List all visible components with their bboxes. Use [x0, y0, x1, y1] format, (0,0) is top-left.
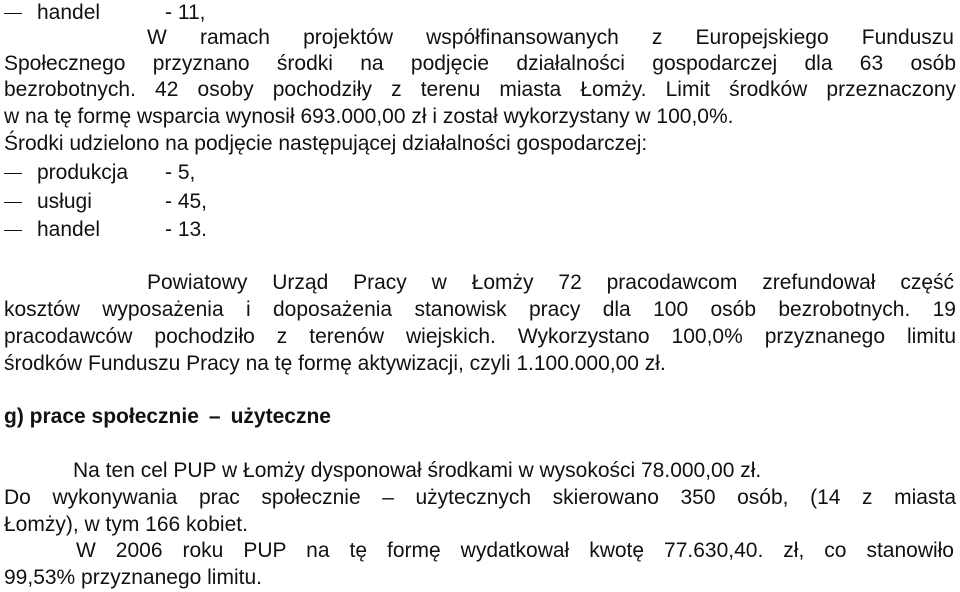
paragraph-line: pracodawców pochodziło z terenów wiejskich. Wykorzystano 100,0% przyznanego limitu	[4, 325, 956, 348]
dash-bullet	[4, 0, 22, 26]
list-item-handel-b	[4, 216, 956, 243]
paragraph-line: bezrobotnych. 42 osoby pochodziły z terenu miasta Łomży. Limit środków przeznaczony	[4, 78, 956, 101]
list-item-produkcja	[4, 159, 956, 186]
paragraph-line: Do wykonywania prac społecznie – użytecznych skierowano 350 osób, (14 z miasta	[4, 486, 956, 509]
dash-bullet	[4, 216, 22, 243]
paragraph-line: Powiatowy Urząd Pracy w Łomży 72 pracodawcom zrefundował część	[147, 271, 954, 294]
list-item-label: handel	[37, 218, 101, 241]
paragraph-line: kosztów wyposażenia i doposażenia stanowisk pracy dla 100 osób bezrobotnych. 19	[4, 298, 956, 321]
section-heading-dash: –	[208, 405, 221, 428]
list-item-value: - 11,	[165, 1, 206, 24]
paragraph-line: Łomży), w tym 166 kobiet.	[4, 513, 248, 536]
paragraph-line: Społecznego przyznano środki na podjęcie działalności gospodarczej dla 63 osób	[4, 52, 956, 75]
section-heading-suffix: użyteczne	[230, 405, 331, 428]
paragraph-line: 99,53% przyznanego limitu.	[4, 566, 262, 589]
dash-bullet	[4, 188, 22, 215]
section-heading-prefix: g) prace społecznie	[4, 405, 199, 428]
paragraph-line: W ramach projektów współfinansowanych z Europejskiego Funduszu	[147, 26, 954, 49]
dash-bullet	[4, 159, 22, 186]
section-heading	[4, 403, 956, 430]
list-item-label: usługi	[37, 190, 92, 213]
list-item-uslugi	[4, 188, 956, 215]
paragraph-line: Środki udzielono na podjęcie następującej działalności gospodarczej:	[4, 132, 648, 155]
paragraph-line: W 2006 roku PUP na tę formę wydatkował kwotę 77.630,40. zł, co stanowiło	[76, 539, 954, 562]
list-item-handel-a	[4, 0, 956, 26]
list-item-label: handel	[37, 1, 101, 24]
paragraph-line: w na tę formę wsparcia wynosił 693.000,00 zł i został wykorzystany w 100,0%.	[4, 105, 734, 128]
list-item-value: - 45,	[165, 190, 208, 213]
paragraph-line: środków Funduszu Pracy na tę formę aktywizacji, czyli 1.100.000,00 zł.	[4, 352, 666, 375]
list-item-value: - 5,	[165, 161, 196, 184]
list-item-value: - 13.	[165, 218, 208, 241]
paragraph-line: Na ten cel PUP w Łomży dysponował środkami w wysokości 78.000,00 zł.	[73, 459, 762, 482]
list-item-label: produkcja	[37, 161, 129, 184]
